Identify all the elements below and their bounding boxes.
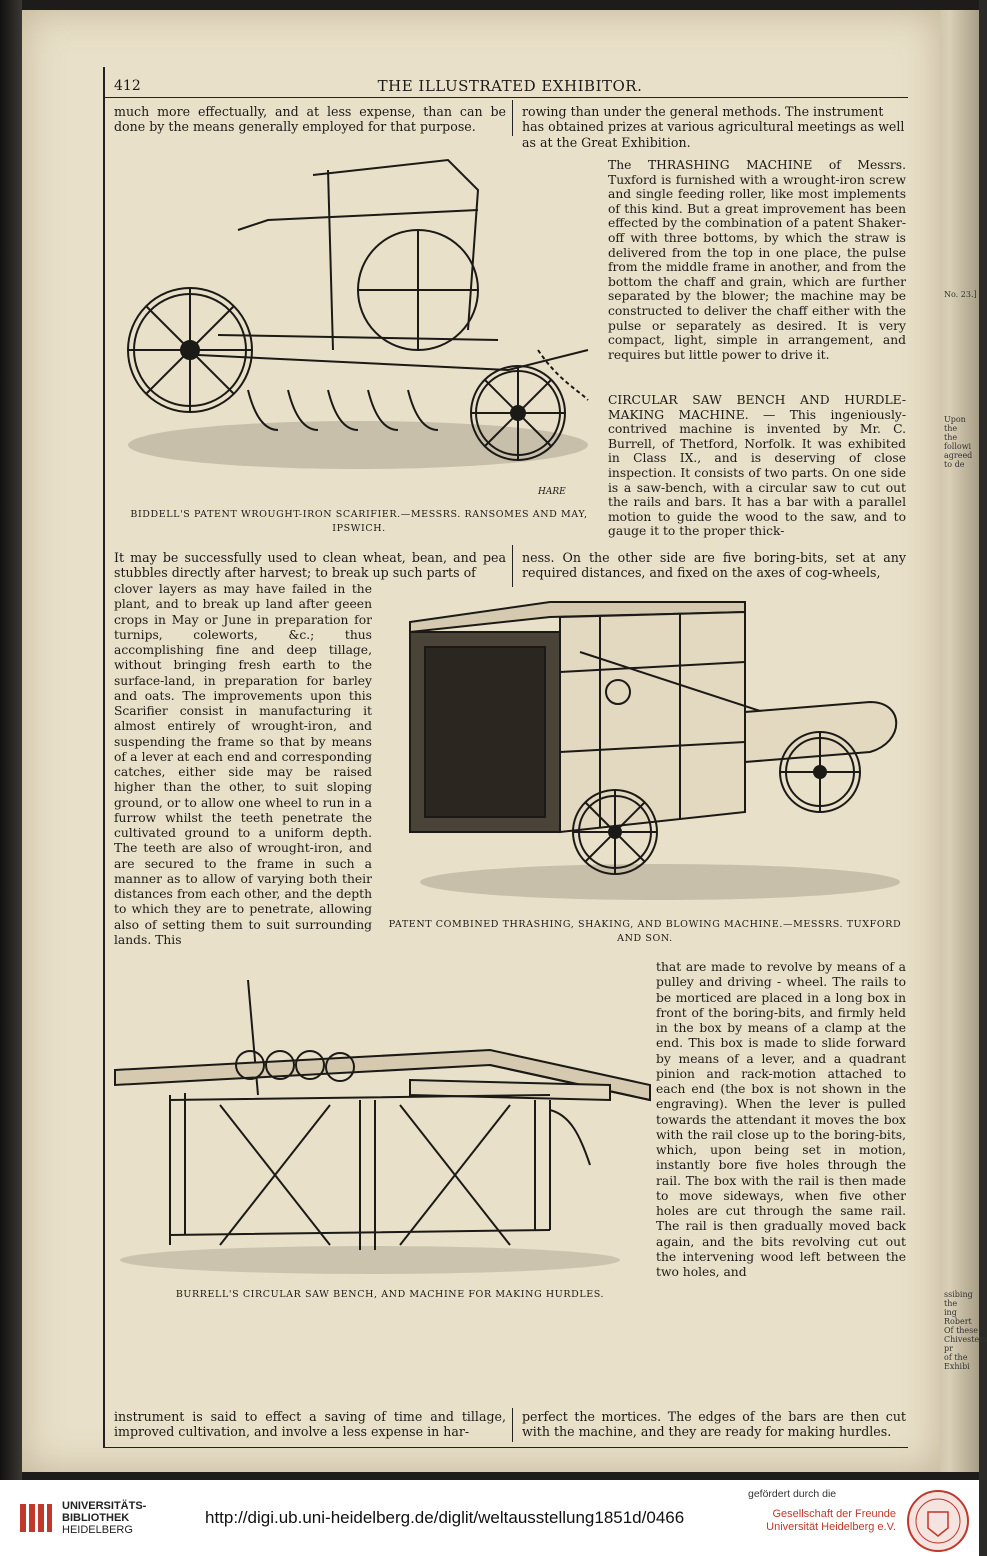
book-spine-shadow (0, 0, 22, 1480)
edge-line: Of these (944, 1326, 979, 1335)
left-column-top-text: much more effectually, and at less expense, than can be done by the means generally employed for that purpose. (114, 104, 506, 135)
scarifier-text-continued: It may be successfully used to clean wheat, bean, and pea stubbles directly after harvest; to break up such parts of (114, 550, 506, 581)
frame-bottom-rule (103, 1447, 908, 1448)
right-column-top-text: rowing than under the general methods. The instrument has obtained prizes at various agricultural meetings as well as at the Great Exhibition. (522, 104, 905, 150)
thrashing-machine-engraving (400, 592, 910, 907)
column-divider (512, 1408, 513, 1442)
edge-no-label: No. 23.] (944, 290, 977, 299)
library-name (62, 1500, 146, 1536)
university-seal-icon (904, 1488, 972, 1554)
sponsor-name-line: Universität Heidelberg e.V. (766, 1521, 896, 1533)
boring-bits-paragraph: that are made to revolve by means of a pulley and driving - wheel. The rails to be morticed are placed in a long box in front of the boring-bits, and firmly held in the box by means of a clamp at the end. This box is made to slide forward by means of a lever, and a quadrant pinion and rack-motion attached to each end (the box is not shown in the engraving). When the lever is pulled towards the attendant it moves the box with the rail close up to the boring-bits, which, upon being set in motion, instantly bore five holes through the rail. The box with the rail is then made to move sideways, when five other holes are cut through the same rail. The rail is then gradually moved back again, and the bits revolving cut out the intervening wood left between the two holes, and (656, 960, 906, 1279)
engraver-signature: HARE (538, 487, 566, 497)
edge-note-b (944, 1290, 987, 1371)
library-logo-icon (18, 1500, 54, 1536)
thrashing-machine-paragraph: The THRASHING MACHINE of Messrs. Tuxford is furnished with a wrought-iron screw and single feeding roller, like most implements of this kind. But a great improvement has been effected by the combination of a patent Shaker-off with three bottoms, by which the straw is delivered from the top in one place, the pulse from the middle frame in another, and from the bottom the chaff and grain, which are further separated by the blower; the machine may be constructed to deliver the chaff either with the pulse or separately as desired. It is very compact, light, simple in arrangement, and requires but little power to drive it. (608, 158, 906, 362)
bottom-right-text: perfect the mortices. The edges of the bars are then cut with the machine, and they are ready for making hurdles. (522, 1409, 906, 1440)
header-rule (103, 97, 908, 98)
sponsor-name (756, 1508, 896, 1534)
frame-left-rule (103, 67, 105, 1447)
edge-note-number (944, 290, 978, 299)
page-number: 412 (114, 78, 141, 94)
caption-scarifier: BIDDELL'S PATENT WROUGHT-IRON SCARIFIER.—MESSRS. RANSOMES AND MAY, IPSWICH. (130, 509, 588, 534)
edge-line: Upon the (944, 415, 966, 433)
scarifier-engraving (118, 150, 600, 500)
bottom-left-text: instrument is said to effect a saving of time and tillage, improved cultivation, and involve a less expense in har- (114, 1409, 506, 1440)
permalink-url[interactable]: http://digi.ub.uni-heidelberg.de/diglit/weltausstellung1851d/0466 (205, 1508, 685, 1527)
saw-bench-engraving (110, 975, 650, 1275)
saw-bench-paragraph: CIRCULAR SAW BENCH AND HURDLE-MAKING MACHINE. — This ingeniously-contrived machine is invented by Mr. C. Burrell, of Thetford, Norfolk. It was exhibited in Class IX., and is deserving of close inspection. It consists of two parts. On one side is a saw-bench, with a circular saw to cut out the rails and bars. It has a bar with a parallel motion to guide the wood to the saw, and to gauge it to the proper thick- (608, 393, 906, 539)
running-title: THE ILLUSTRATED EXHIBITOR. (377, 77, 643, 95)
edge-line: ssibing the (944, 1290, 973, 1308)
edge-line: Chivesters pr (944, 1335, 987, 1353)
edge-line: ing Robert (944, 1308, 972, 1326)
scarifier-paragraph: clover layers as may have failed in the plant, and to break up land after geeen crops in May or June in preparation for turnips, coleworts, &c.; thus accomplishing fine and deep tillage, without bringing fresh earth to the surface-land, in preparation for barley and oats. The improvements upon this Scarifier consist in manufacturing it almost entirely of wrought-iron, and suspending the frame so that by means of a lever at each end and corresponding catches, either side may be raised higher than the other, to suit sloping ground, or to allow one wheel to run in a furrow whilst the teeth penetrate the cultivated ground to a uniform depth. The teeth are also of wrought-iron, and are secured to the frame in such a manner as to allow of varying both their distances from each other, and the depth to which they are to penetrate, allowing also of setting them to suit surrounding lands. This (114, 582, 372, 947)
caption-thrashing-machine: PATENT COMBINED THRASHING, SHAKING, AND BLOWING MACHINE.—MESSRS. TUXFORD AND SON. (388, 919, 902, 944)
caption-saw-bench: BURRELL'S CIRCULAR SAW BENCH, AND MACHINE FOR MAKING HURDLES. (175, 1289, 605, 1300)
sponsor-intro: gefördert durch die (748, 1488, 837, 1500)
column-divider (512, 100, 513, 136)
edge-line: the followi (944, 433, 972, 451)
edge-note-a (944, 415, 978, 469)
sponsor-name-line: Gesellschaft der Freunde (772, 1508, 896, 1520)
edge-line: of the Exhibi (944, 1353, 970, 1371)
library-name-line: HEIDELBERG (62, 1524, 133, 1536)
edge-line: agreed to de (944, 451, 973, 469)
column-divider (512, 545, 513, 587)
saw-text-continued: ness. On the other side are five boring-bits, set at any required distances, and fixed on the axes of cog-wheels, (522, 550, 906, 581)
library-name-line: UNIVERSITÄTS- (62, 1500, 147, 1512)
library-name-line: BIBLIOTHEK (62, 1512, 130, 1524)
